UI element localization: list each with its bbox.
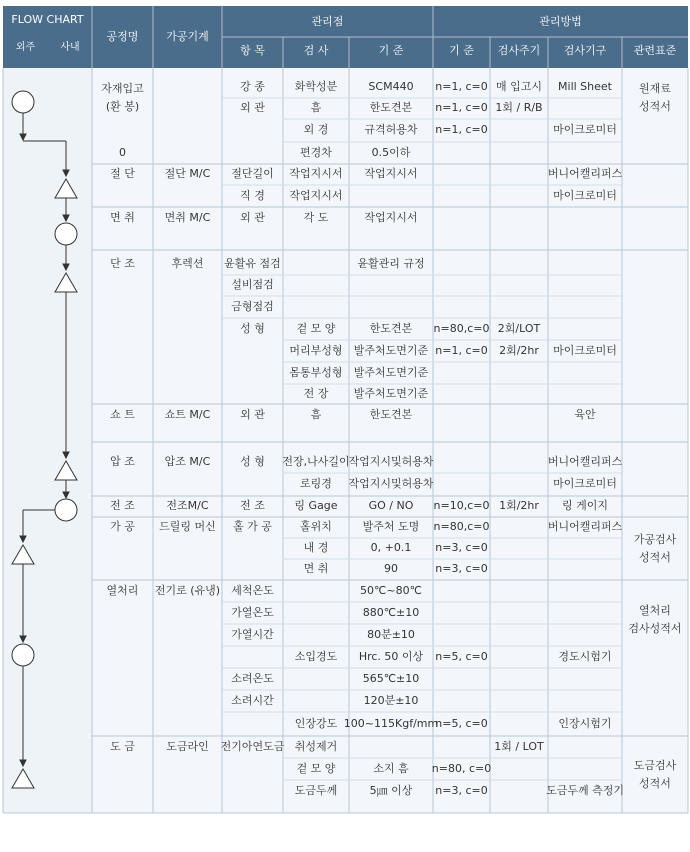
cell-r13-std: 발주처도면기준: [353, 365, 429, 379]
cell-r6-insp: 작업지시서: [289, 188, 343, 202]
cell-r12-insp: 머리부성형: [289, 343, 343, 357]
cell-r29-related: 도금검사 성적서: [633, 758, 677, 790]
cell-r2-item: 외 관: [240, 101, 265, 115]
cell-r18-tool: 링 게이지: [561, 499, 608, 513]
cell-r29-process: 도 금: [110, 739, 135, 753]
cell-r25-m-std: n=5, c=0: [435, 649, 488, 663]
cell-r7-item: 외 관: [240, 210, 265, 224]
cell-r16-insp: 전장,나사길이: [282, 454, 350, 468]
cell-r4-extra: 0: [119, 145, 126, 159]
cell-r1-tool: Mill Sheet: [558, 79, 612, 93]
cell-r28-tool: 인장시험기: [558, 716, 612, 730]
cell-r19-m-std: n=80,c=0: [433, 520, 490, 534]
cell-r12-m-std: n=1, c=0: [435, 343, 488, 357]
cell-r25-tool: 경도시험기: [558, 649, 612, 663]
cell-r31-m-std: n=3, c=0: [435, 783, 488, 797]
cell-r28-insp: 인장강도: [294, 716, 338, 730]
header-method-standard: 기 준: [449, 43, 474, 57]
cell-r19-insp: 홀위치: [300, 520, 332, 534]
cell-r20-std: 0, +0.1: [370, 541, 412, 555]
cell-r25-insp: 소입경도: [294, 649, 338, 663]
cell-r18-machine: 전조M/C: [166, 499, 209, 513]
header-cycle: 검사주기: [497, 43, 541, 57]
cell-r11-std: 한도견본: [369, 321, 413, 335]
cell-r30-std: 소지 흠: [373, 761, 409, 775]
cell-r8-item: 윤활유 점검: [224, 256, 281, 270]
cell-r16-tool: 버니어캘리퍼스: [547, 454, 623, 468]
cell-r5-std: 작업지시서: [364, 167, 418, 181]
cell-r18-item: 전 조: [240, 499, 265, 513]
cell-r15-insp: 흠: [310, 407, 322, 421]
cell-r1-related: 원재료 성적서: [639, 82, 671, 113]
cell-r11-item: 성 형: [240, 321, 265, 335]
cell-r8-std: 윤활관리 규정: [357, 256, 425, 270]
cell-r23-item: 가열온도: [231, 605, 274, 619]
cell-r29-item: 전기아연도금: [220, 739, 285, 753]
cell-r7-std: 작업지시서: [364, 210, 418, 224]
cell-r2-cycle: 1회 / R/B: [495, 101, 543, 115]
cell-r4-std: 0.5이하: [371, 145, 411, 159]
cell-r18-std: GO / NO: [368, 499, 414, 513]
cell-r4-insp: 편경차: [300, 145, 332, 159]
cell-r12-std: 발주처도면기준: [353, 343, 429, 357]
cell-r1-item: 강 종: [240, 79, 265, 93]
cell-r19-related: 가공검사 성적서: [633, 532, 677, 564]
cell-r14-insp: 전 장: [303, 386, 329, 400]
cell-r17-tool: 마이크로미터: [553, 477, 617, 491]
cell-r22-process: 열처리: [106, 583, 139, 597]
header-tool: 검사기구: [563, 43, 607, 57]
cell-r12-cycle: 2회/2hr: [499, 343, 539, 357]
cell-r18-m-std: n=10,c=0: [433, 499, 490, 513]
cell-r29-insp: 취성제거: [294, 739, 338, 753]
flow-circle-3: [55, 499, 77, 521]
cell-r3-tool: 마이크로미터: [553, 123, 617, 137]
cell-r26-item: 소려온도: [231, 671, 274, 685]
cell-r11-m-std: n=80,c=0: [433, 321, 490, 335]
cell-r16-std: 작업지시및허용차: [348, 454, 434, 468]
cell-r19-item: 홀 가 공: [233, 520, 272, 534]
cell-r13-insp: 몸통부성형: [289, 365, 343, 379]
header-control-method: 관리방법: [539, 14, 582, 28]
cell-r11-cycle: 2회/LOT: [497, 321, 541, 335]
cell-r5-process: 절 단: [110, 167, 135, 181]
header-outsourced: 외주: [15, 42, 36, 54]
cell-r3-std: 규격허용차: [364, 123, 418, 137]
cell-r1-std: SCM440: [368, 79, 414, 93]
header-in-house: 사내: [60, 42, 80, 54]
cell-r5-tool: 버니어캘리퍼스: [547, 167, 623, 181]
cell-r18-insp: 링 Gage: [294, 499, 338, 513]
cell-r7-process: 면 취: [110, 210, 135, 224]
cell-r15-process: 쇼 트: [110, 407, 135, 421]
cell-r5-machine: 절단 M/C: [164, 167, 211, 181]
cell-r25-std: Hrc. 50 이상: [358, 649, 424, 663]
cell-r3-m-std: n=1, c=0: [435, 123, 488, 137]
cell-r2-std: 한도견본: [369, 101, 413, 115]
cell-r15-tool: 육안: [574, 407, 596, 421]
cell-r1-cycle: 매 입고시: [495, 79, 542, 93]
header-process-name: 공정명: [106, 29, 139, 43]
header-related-standard: 관련표준: [633, 43, 677, 57]
cell-r6-item: 직 경: [240, 188, 265, 202]
cell-r15-item: 외 관: [240, 407, 265, 421]
cell-r15-std: 한도견본: [369, 407, 413, 421]
cell-r19-std: 발주처 도명: [362, 520, 420, 534]
cell-r22-machine: 전기로 (유냉): [154, 583, 221, 597]
flow-circle-2: [55, 223, 77, 245]
cell-r21-std: 90: [384, 562, 398, 576]
cell-r18-process: 전 조: [110, 499, 135, 513]
cell-r22-std: 50℃~80℃: [360, 583, 422, 597]
cell-r21-insp: 면 취: [303, 562, 329, 576]
cell-r5-item: 절단길이: [231, 167, 274, 181]
cell-r20-insp: 내 경: [303, 541, 329, 555]
cell-r12-tool: 마이크로미터: [553, 343, 617, 357]
cell-r11-insp: 겉 모 양: [296, 321, 336, 335]
cell-r10-item: 금형점검: [231, 299, 274, 313]
header-item: 항 목: [240, 43, 265, 57]
cell-r28-m-std: n=5, c=0: [435, 716, 488, 730]
cell-r23-std: 880℃±10: [362, 605, 420, 619]
cell-r3-insp: 외 경: [303, 123, 329, 137]
cell-r15-machine: 쇼트 M/C: [164, 407, 211, 421]
cell-r8-process: 단 조: [110, 256, 135, 270]
cell-r1-process: 자재입고 (환 봉): [101, 82, 144, 113]
cell-r28-std: 100~115Kgf/mm: [343, 716, 439, 730]
header-standard: 기 준: [378, 43, 404, 57]
cell-r16-item: 성 형: [240, 454, 265, 468]
cell-r27-std: 120분±10: [363, 693, 419, 707]
cell-r22-related: 열처리 검사성적서: [628, 604, 682, 635]
header-machine: 가공기계: [166, 29, 209, 43]
cell-r31-insp: 도금두께: [294, 783, 338, 797]
cell-r20-m-std: n=3, c=0: [435, 541, 488, 555]
header-inspection: 검 사: [303, 43, 329, 57]
cell-r5-insp: 작업지시서: [289, 167, 343, 181]
cell-r26-std: 565℃±10: [362, 671, 420, 685]
cell-r30-m-std: n=80, c=0: [431, 761, 492, 775]
cell-r29-cycle: 1회 / LOT: [494, 739, 544, 753]
cell-r2-m-std: n=1, c=0: [435, 101, 488, 115]
cell-r1-m-std: n=1, c=0: [435, 79, 488, 93]
cell-r19-tool: 버니어캘리퍼스: [547, 520, 623, 534]
cell-r27-item: 소려시간: [231, 693, 274, 707]
cell-r30-insp: 겉 모 양: [296, 761, 336, 775]
flow-circle-1: [12, 91, 34, 113]
cell-r9-item: 설비점검: [231, 278, 274, 292]
cell-r22-item: 세척온도: [231, 583, 274, 597]
cell-r7-machine: 면취 M/C: [164, 210, 211, 224]
header-control-point: 관리점: [311, 14, 344, 28]
cell-r14-std: 발주처도면기준: [353, 386, 429, 400]
cell-r17-insp: 로링경: [300, 477, 332, 491]
cell-r6-tool: 마이크로미터: [553, 188, 617, 202]
cell-r17-std: 작업지시및허용차: [348, 477, 434, 491]
cell-r1-insp: 화학성분: [294, 79, 338, 93]
cell-r24-item: 가열시간: [231, 627, 274, 641]
header-flow-chart: FLOW CHART: [11, 12, 84, 26]
cell-r19-machine: 드릴링 머신: [159, 520, 216, 534]
cell-r7-insp: 각 도: [303, 210, 329, 224]
cell-r31-tool: 도금두께 측정기: [546, 783, 624, 797]
cell-r21-m-std: n=3, c=0: [435, 562, 488, 576]
cell-r8-machine: 후렉션: [171, 256, 204, 270]
flow-circle-4: [12, 644, 34, 666]
cell-r18-cycle: 1회/2hr: [499, 499, 539, 513]
cell-r2-insp: 흠: [310, 101, 322, 115]
cell-r29-machine: 도금라인: [166, 739, 209, 753]
cell-r19-process: 가 공: [110, 520, 135, 534]
cell-r16-process: 압 조: [110, 454, 135, 468]
cell-r31-std: 5㎛ 이상: [369, 783, 413, 797]
cell-r16-machine: 압조 M/C: [164, 454, 211, 468]
cell-r24-std: 80분±10: [367, 627, 415, 641]
